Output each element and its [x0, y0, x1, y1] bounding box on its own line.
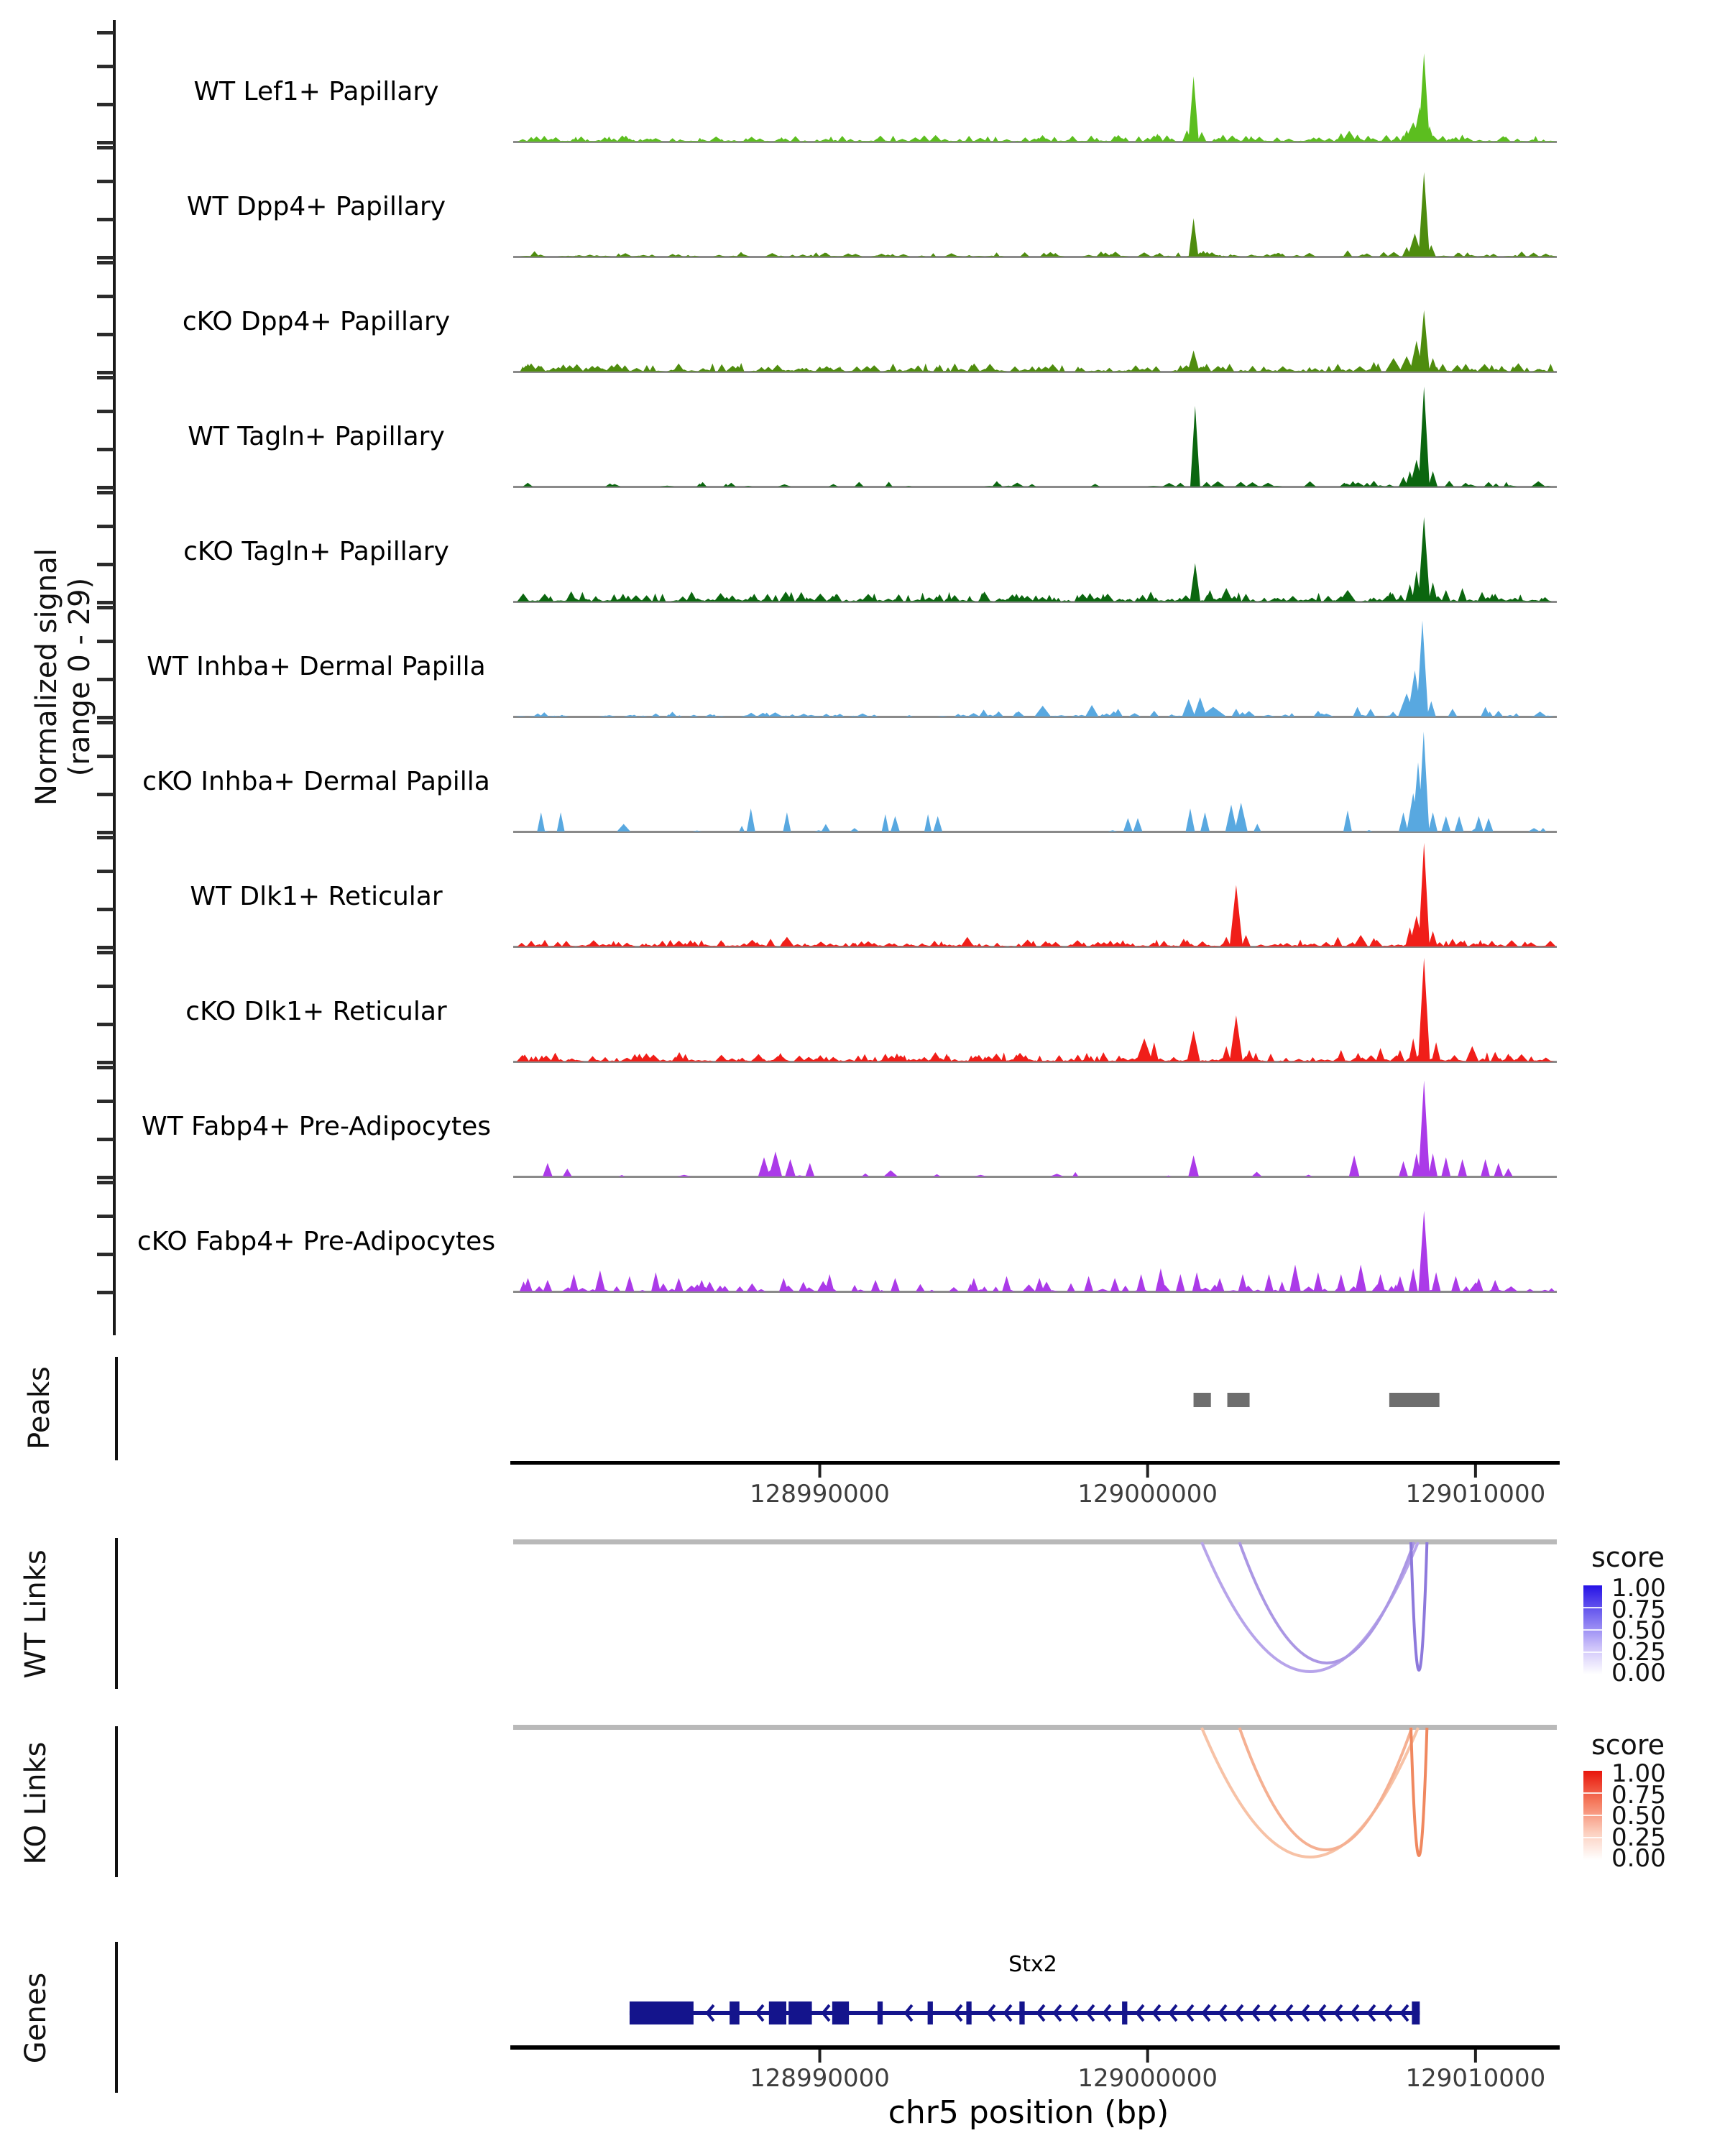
track-label-wt-dlk1: WT Dlk1+ Reticular [190, 882, 443, 911]
signal-y-axis-tick [97, 376, 114, 379]
ko-score-legend-title: score [1591, 1729, 1665, 1761]
coverage-area-6 [513, 732, 1557, 831]
track-label-cko-dpp4: cKO Dpp4+ Papillary [182, 307, 451, 336]
signal-y-axis-tick [97, 65, 114, 68]
signal-y-axis-tick [97, 141, 114, 144]
gene-exon [788, 2001, 811, 2024]
legend-bar-tick [1583, 1815, 1602, 1816]
mid-axis-tick [1146, 1465, 1149, 1478]
track-label-wt-lef1: WT Lef1+ Papillary [193, 77, 439, 106]
wt-link-arc [1411, 1542, 1427, 1670]
mid-axis-tick [819, 1465, 822, 1478]
ko-link-arc [1411, 1728, 1427, 1856]
bottom-axis-tick [1146, 2050, 1149, 2063]
signal-y-axis-tick [97, 951, 114, 954]
mid-axis-line [510, 1461, 1560, 1465]
x-axis-title: chr5 position (bp) [888, 2094, 1169, 2131]
signal-y-axis-tick [97, 1061, 114, 1064]
y-axis-label-line1: Normalized signal [30, 548, 63, 806]
mid-axis-tick-label-2: 129000000 [1077, 1480, 1218, 1508]
signal-y-axis-tick [97, 721, 114, 724]
bottom-axis-tick [819, 2050, 822, 2063]
signal-y-axis-tick [97, 836, 114, 839]
coverage-area-0 [513, 53, 1557, 142]
signal-y-axis-tick [97, 716, 114, 719]
bottom-axis-tick [1474, 2050, 1477, 2063]
ko-links-bracket [115, 1726, 118, 1877]
signal-y-axis-tick [97, 491, 114, 494]
gene-exon [730, 2001, 740, 2024]
signal-y-axis-tick [97, 601, 114, 604]
genes-track-label: Genes [19, 1972, 52, 2064]
wt-legend-value: 0.00 [1611, 1659, 1666, 1687]
wt-links-bracket [115, 1538, 118, 1689]
ko-link-arc [1239, 1728, 1412, 1850]
ko-legend-value: 0.50 [1611, 1802, 1666, 1830]
signal-y-axis-tick [97, 946, 114, 949]
wt-legend-value: 0.25 [1611, 1637, 1666, 1667]
signal-y-axis-tick [97, 295, 114, 298]
gene-name-label: Stx2 [1008, 1952, 1057, 1977]
bottom-axis-tick-label-1: 128990000 [750, 2064, 890, 2093]
gene-exon [769, 2001, 786, 2024]
signal-y-axis-tick [97, 1066, 114, 1069]
track-label-wt-dpp4: WT Dpp4+ Papillary [186, 192, 446, 221]
track-label-wt-inhba: WT Inhba+ Dermal Papilla [147, 652, 486, 681]
signal-y-axis-tick [97, 985, 114, 988]
ko-legend-value: 0.00 [1611, 1844, 1666, 1873]
signal-y-axis-tick [97, 486, 114, 489]
signal-y-axis-tick [97, 31, 114, 34]
coverage-area-9 [513, 1080, 1557, 1176]
bottom-axis-tick-label-2: 129000000 [1077, 2064, 1218, 2093]
wt-score-legend-values [1611, 1574, 1666, 1687]
ko-links-top-bar [513, 1725, 1557, 1730]
signal-y-axis-tick [97, 870, 114, 873]
coverage-area-7 [513, 843, 1557, 946]
ko-legend-value: 1.00 [1611, 1759, 1666, 1788]
signal-y-axis-tick [97, 1176, 114, 1179]
wt-links-top-bar [513, 1539, 1557, 1544]
signal-y-axis-tick [97, 146, 114, 149]
ko-legend-value: 0.25 [1611, 1823, 1666, 1852]
gene-exon [1412, 2001, 1420, 2024]
ko-legend-value: 0.75 [1611, 1780, 1666, 1810]
coverage-area-2 [513, 310, 1557, 372]
genes-bracket [115, 1942, 118, 2093]
signal-y-axis-tick [97, 371, 114, 374]
signal-y-axis-tick [97, 606, 114, 609]
legend-bar-tick [1583, 1651, 1602, 1653]
coverage-area-5 [513, 620, 1557, 717]
wt-score-legend-title: score [1591, 1542, 1665, 1573]
signal-y-axis-tick [97, 1215, 114, 1218]
mid-axis-tick-label-3: 129010000 [1405, 1480, 1546, 1508]
bottom-axis-tick-label-3: 129010000 [1405, 2064, 1546, 2093]
ko-links-track-label: KO Links [19, 1741, 52, 1865]
gene-exon [966, 2001, 971, 2024]
gene-exon [878, 2001, 883, 2024]
wt-links-track-label: WT Links [19, 1549, 52, 1679]
track-label-cko-inhba: cKO Inhba+ Dermal Papilla [142, 767, 490, 796]
gene-exon [928, 2001, 933, 2024]
signal-y-axis-tick [97, 640, 114, 643]
signal-y-axis-tick [97, 410, 114, 413]
y-axis-label-line2: (range 0 - 29) [63, 577, 96, 777]
wt-link-arc [1239, 1542, 1414, 1663]
coverage-area-8 [513, 958, 1557, 1061]
mid-axis-tick-label-1: 128990000 [750, 1480, 890, 1508]
legend-bar-tick [1583, 1792, 1602, 1794]
wt-legend-value: 0.50 [1611, 1616, 1666, 1645]
peak-region [1389, 1393, 1440, 1407]
track-label-cko-fabp4: cKO Fabp4+ Pre-Adipocytes [137, 1227, 496, 1256]
legend-bar-tick [1583, 1629, 1602, 1631]
gene-exon [1019, 2001, 1024, 2024]
signal-y-axis-tick [97, 525, 114, 528]
gene-exon [630, 2001, 694, 2024]
legend-bar-tick [1583, 1837, 1602, 1838]
signal-y-axis-tick [97, 1291, 114, 1294]
track-label-cko-dlk1: cKO Dlk1+ Reticular [185, 997, 447, 1026]
mid-axis-tick [1474, 1465, 1477, 1478]
coverage-area-3 [513, 387, 1557, 487]
peak-region [1194, 1393, 1211, 1407]
coverage-area-1 [513, 172, 1557, 257]
signal-y-axis-tick [97, 256, 114, 259]
ko-score-legend-values [1611, 1759, 1666, 1873]
signal-y-axis-tick [97, 831, 114, 834]
gene-exon [832, 2001, 849, 2024]
legend-bar-tick [1583, 1607, 1602, 1608]
coverage-area-4 [513, 517, 1557, 602]
peaks-track-label: Peaks [23, 1366, 56, 1450]
signal-y-axis-tick [97, 1181, 114, 1184]
gene-exon [1122, 2001, 1127, 2024]
signal-y-axis-tick [97, 261, 114, 264]
peak-region [1228, 1393, 1250, 1407]
track-label-cko-tagln: cKO Tagln+ Papillary [183, 537, 449, 566]
peaks-bracket [115, 1357, 118, 1460]
signal-y-axis-tick [97, 1100, 114, 1103]
wt-legend-value: 1.00 [1611, 1574, 1666, 1603]
signal-y-axis-tick [97, 180, 114, 183]
wt-legend-value: 0.75 [1611, 1595, 1666, 1624]
track-label-wt-tagln: WT Tagln+ Papillary [188, 422, 445, 451]
track-label-wt-fabp4: WT Fabp4+ Pre-Adipocytes [142, 1112, 491, 1141]
coverage-area-10 [513, 1211, 1557, 1291]
bottom-axis-line [510, 2045, 1560, 2050]
signal-y-axis-tick [97, 755, 114, 758]
